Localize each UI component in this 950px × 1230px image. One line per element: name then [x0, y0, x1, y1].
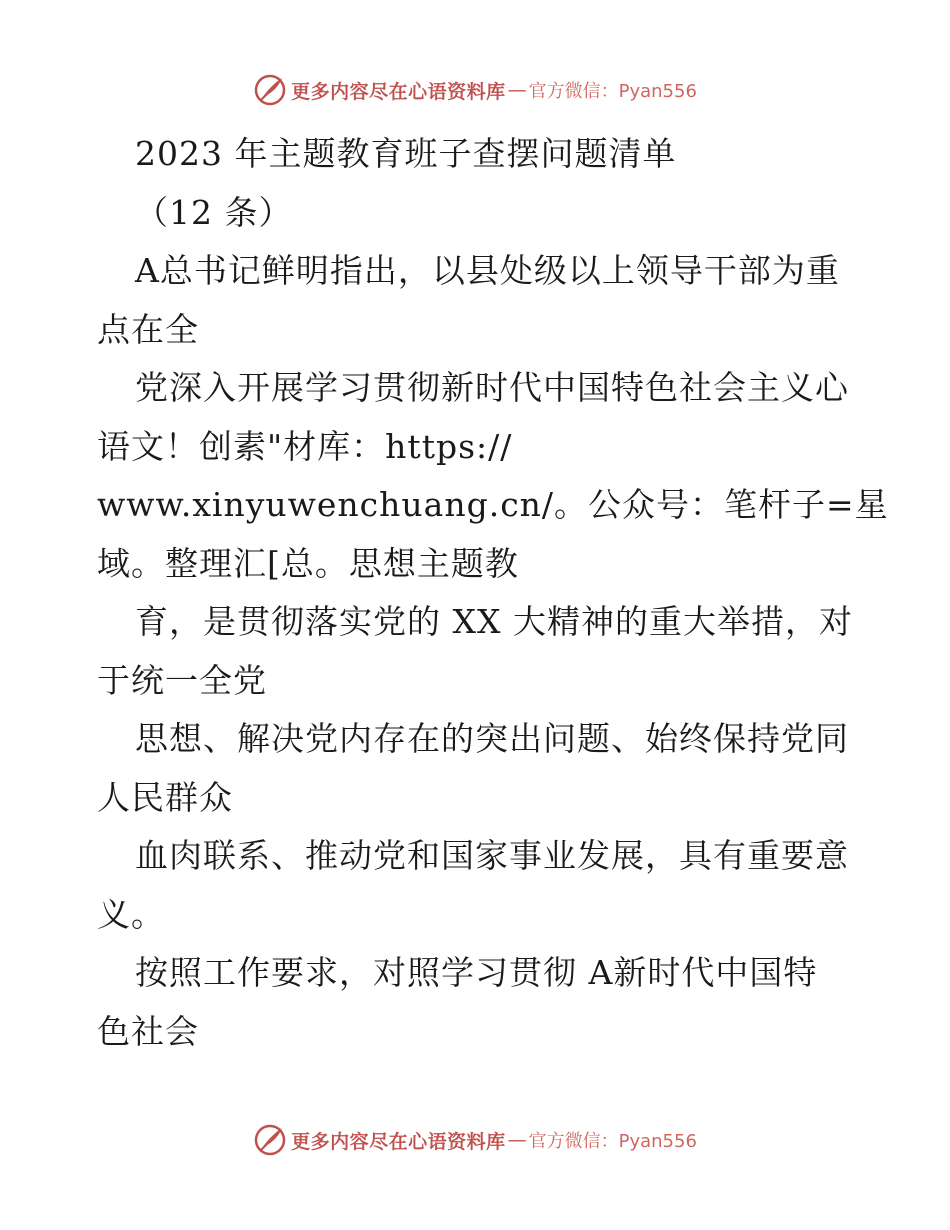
paragraph-line: 色社会	[97, 1011, 199, 1051]
paragraph-line: A总书记鲜明指出，以县处级以上领导干部为重	[135, 251, 840, 290]
document-subtitle: （12 条）	[135, 192, 293, 232]
paragraph-line: 义。	[97, 894, 165, 934]
paragraph-line: 域。整理汇[总。思想主题教	[97, 543, 519, 583]
footer-banner-contact: 官方微信：Pyan556	[528, 1131, 697, 1152]
paragraph-line: www.xinyuwenchuang.cn/。公众号：笔杆子=星	[97, 485, 889, 524]
paragraph-line: 育，是贯彻落实党的 XX 大精神的重大举措，对	[135, 602, 853, 641]
footer-banner-text: 更多内容尽在心语资料库	[291, 1130, 506, 1153]
paragraph-line: 血肉联系、推动党和国家事业发展，具有重要意	[135, 836, 849, 875]
quill-pen-logo-icon	[253, 73, 287, 107]
footer-banner-dash: —	[507, 1129, 527, 1151]
document-body	[97, 125, 889, 1061]
paragraph-line: 思想、解决党内存在的突出问题、始终保持党同	[135, 719, 849, 758]
header-banner-dash: —	[507, 79, 527, 101]
quill-pen-logo-icon	[253, 1123, 287, 1157]
paragraph-line: 按照工作要求，对照学习贯彻 A新时代中国特	[135, 953, 818, 992]
paragraph-line: 人民群众	[97, 777, 233, 817]
header-banner-contact: 官方微信：Pyan556	[528, 81, 697, 102]
document-title: 2023 年主题教育班子查摆问题清单	[135, 134, 677, 173]
paragraph-line: 点在全	[97, 309, 199, 349]
header-banner	[0, 70, 950, 110]
paragraph-line: 于统一全党	[97, 660, 267, 700]
footer-banner	[0, 1120, 950, 1160]
paragraph-line: 党深入开展学习贯彻新时代中国特色社会主义心	[135, 368, 849, 407]
paragraph-line: 语文！创素"材库：https://	[97, 426, 513, 466]
header-banner-text: 更多内容尽在心语资料库	[291, 80, 506, 103]
